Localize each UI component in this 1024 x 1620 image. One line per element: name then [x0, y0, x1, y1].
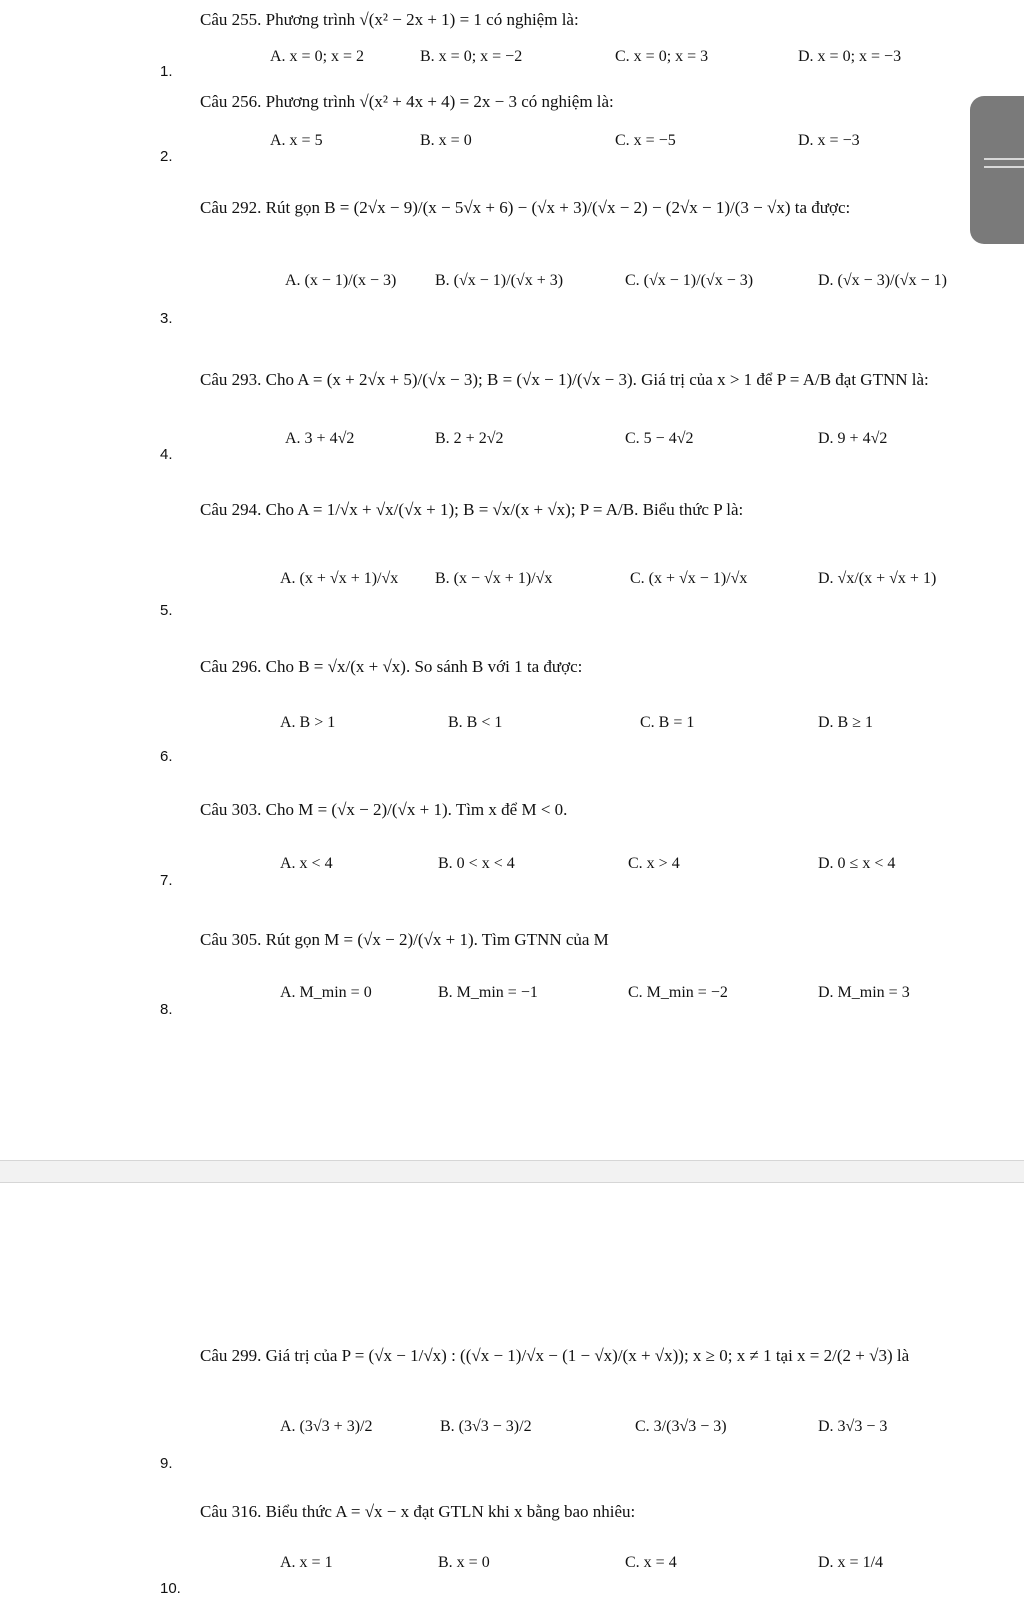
grip-line [984, 158, 1024, 160]
question-stem: Câu 305. Rút gọn M = (√x − 2)/(√x + 1). Tìm GTNN của M [200, 930, 609, 949]
option-d[interactable]: D. x = 0; x = −3 [798, 48, 902, 65]
option-a[interactable]: A. B > 1 [280, 714, 336, 731]
question-stem: Câu 256. Phương trình √(x² + 4x + 4) = 2x − 3 có nghiệm là: [200, 92, 614, 111]
option-a[interactable]: A. 3 + 4√2 [285, 430, 355, 447]
option-d[interactable]: D. √x/(x + √x + 1) [818, 570, 937, 587]
question-index: 1. [160, 63, 173, 80]
question-stem: Câu 296. Cho B = √x/(x + √x). So sánh B với 1 ta được: [200, 657, 583, 676]
question-stem: Câu 303. Cho M = (√x − 2)/(√x + 1). Tìm x để M < 0. [200, 800, 568, 819]
option-b[interactable]: B. (3√3 − 3)/2 [440, 1418, 532, 1435]
question-index: 5. [160, 602, 173, 619]
option-c[interactable]: C. B = 1 [640, 714, 695, 731]
question-index: 4. [160, 446, 173, 463]
option-b[interactable]: B. 0 < x < 4 [438, 855, 515, 872]
option-c[interactable]: C. x > 4 [628, 855, 680, 872]
option-b[interactable]: B. 2 + 2√2 [435, 430, 504, 447]
grip-line [984, 166, 1024, 168]
option-a[interactable]: A. x < 4 [280, 855, 333, 872]
question-index: 7. [160, 872, 173, 889]
option-d[interactable]: D. 9 + 4√2 [818, 430, 888, 447]
option-a[interactable]: A. (3√3 + 3)/2 [280, 1418, 373, 1435]
option-a[interactable]: A. (x + √x + 1)/√x [280, 570, 399, 587]
question-index: 6. [160, 748, 173, 765]
option-b[interactable]: B. x = 0 [420, 132, 472, 149]
option-a[interactable]: A. M_min = 0 [280, 984, 372, 1001]
option-d[interactable]: D. 0 ≤ x < 4 [818, 855, 896, 872]
option-d[interactable]: D. x = −3 [798, 132, 860, 149]
option-d[interactable]: D. M_min = 3 [818, 984, 910, 1001]
option-a[interactable]: A. x = 5 [270, 132, 323, 149]
question-index: 3. [160, 310, 173, 327]
option-c[interactable]: C. x = −5 [615, 132, 676, 149]
question-index: 9. [160, 1455, 173, 1472]
option-b[interactable]: B. M_min = −1 [438, 984, 538, 1001]
option-d[interactable]: D. 3√3 − 3 [818, 1418, 888, 1435]
question-index: 10. [160, 1580, 181, 1597]
option-c[interactable]: C. x = 0; x = 3 [615, 48, 709, 65]
option-b[interactable]: B. (√x − 1)/(√x + 3) [435, 272, 564, 289]
question-index: 2. [160, 148, 173, 165]
question-stem: Câu 299. Giá trị của P = (√x − 1/√x) : ((√x − 1)/√x − (1 − √x)/(x + √x)); x ≥ 0; x ≠ 1 tại x = 2/(2 + √3) là [200, 1346, 910, 1365]
option-b[interactable]: B. x = 0 [438, 1554, 490, 1571]
option-c[interactable]: C. (x + √x − 1)/√x [630, 570, 748, 587]
option-a[interactable]: A. x = 1 [280, 1554, 333, 1571]
option-c[interactable]: C. M_min = −2 [628, 984, 728, 1001]
option-d[interactable]: D. x = 1/4 [818, 1554, 884, 1571]
option-c[interactable]: C. 5 − 4√2 [625, 430, 694, 447]
question-stem: Câu 294. Cho A = 1/√x + √x/(√x + 1); B = √x/(x + √x); P = A/B. Biểu thức P là: [200, 500, 744, 519]
option-b[interactable]: B. B < 1 [448, 714, 503, 731]
question-stem: Câu 255. Phương trình √(x² − 2x + 1) = 1 có nghiệm là: [200, 10, 579, 29]
question-index: 8. [160, 1001, 173, 1018]
option-d[interactable]: D. B ≥ 1 [818, 714, 874, 731]
question-stem: Câu 293. Cho A = (x + 2√x + 5)/(√x − 3); B = (√x − 1)/(√x − 3). Giá trị của x > 1 để P = A/B đạt GTNN là: [200, 370, 929, 389]
question-stem: Câu 292. Rút gọn B = (2√x − 9)/(x − 5√x + 6) − (√x + 3)/(√x − 2) − (2√x − 1)/(3 − √x) ta được: [200, 198, 851, 217]
option-b[interactable]: B. (x − √x + 1)/√x [435, 570, 553, 587]
option-b[interactable]: B. x = 0; x = −2 [420, 48, 523, 65]
option-d[interactable]: D. (√x − 3)/(√x − 1) [818, 272, 947, 289]
scrollbar-thumb[interactable] [970, 96, 1024, 244]
question-stem: Câu 316. Biểu thức A = √x − x đạt GTLN khi x bằng bao nhiêu: [200, 1502, 636, 1521]
option-a[interactable]: A. x = 0; x = 2 [270, 48, 365, 65]
option-a[interactable]: A. (x − 1)/(x − 3) [285, 272, 397, 289]
option-c[interactable]: C. (√x − 1)/(√x − 3) [625, 272, 754, 289]
option-c[interactable]: C. x = 4 [625, 1554, 677, 1571]
option-c[interactable]: C. 3/(3√3 − 3) [635, 1418, 727, 1435]
